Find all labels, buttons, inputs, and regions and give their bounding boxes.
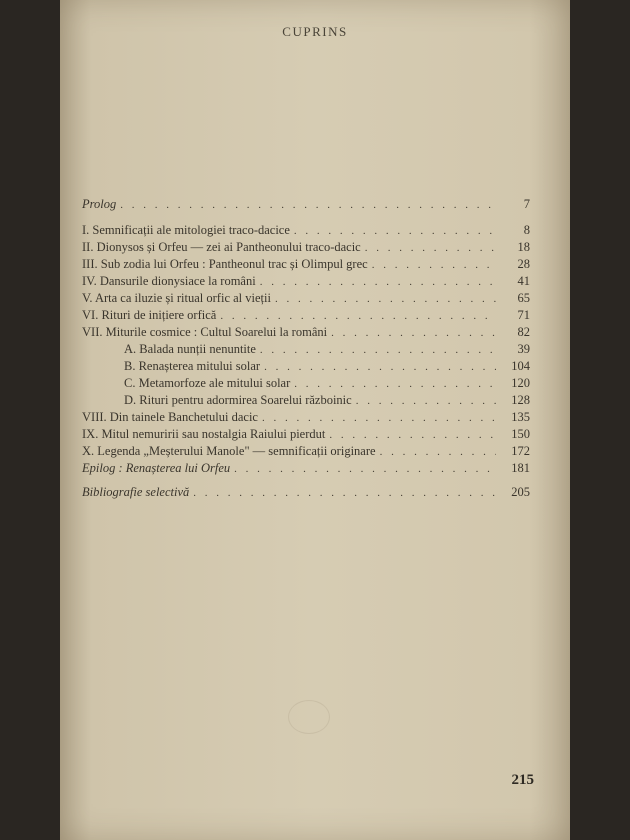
toc-entry-chapter-4 xyxy=(82,273,530,290)
leader-dots xyxy=(294,376,496,393)
toc-entry-page: 135 xyxy=(511,410,530,424)
leader-dots xyxy=(372,257,496,274)
toc-entry-page: 104 xyxy=(511,359,530,373)
leader-dots xyxy=(329,427,496,444)
toc-entry-page: 18 xyxy=(517,240,530,254)
page-heading: CUPRINS xyxy=(282,24,348,39)
toc-entry-label: V. Arta ca iluzie și ritual orfic al vieții xyxy=(82,291,271,305)
toc-entry-label: D. Rituri pentru adormirea Soarelui războinic xyxy=(124,393,352,407)
toc-entry-epilog xyxy=(82,460,530,477)
leader-dots xyxy=(356,393,496,410)
toc-entry-chapter-2 xyxy=(82,239,530,256)
toc-entry-page: 82 xyxy=(517,325,530,339)
toc-entry-page: 128 xyxy=(511,393,530,407)
toc-entry-page: 41 xyxy=(517,274,530,288)
toc-entry-label: A. Balada nunții nenuntite xyxy=(124,342,256,356)
toc-entry-page: 28 xyxy=(517,257,530,271)
toc-entry-page: 8 xyxy=(523,223,530,237)
table-of-contents xyxy=(82,196,530,501)
leader-dots xyxy=(380,444,496,461)
leader-dots xyxy=(294,223,496,240)
toc-entry-label: II. Dionysos și Orfeu — zei ai Pantheonului traco-dacic xyxy=(82,240,361,254)
toc-entry-section-a xyxy=(82,341,530,358)
toc-entry-chapter-5 xyxy=(82,290,530,307)
toc-entry-chapter-6 xyxy=(82,307,530,324)
toc-entry-label: VII. Miturile cosmice : Cultul Soarelui la români xyxy=(82,325,328,339)
toc-entry-label: VI. Rituri de inițiere orfică xyxy=(82,308,217,322)
toc-entry-label: B. Renașterea mitului solar xyxy=(124,359,261,373)
toc-entry-label: C. Metamorfoze ale mitului solar xyxy=(124,376,291,390)
toc-entry-page: 150 xyxy=(511,427,530,441)
leader-dots xyxy=(275,291,496,308)
leader-dots xyxy=(120,197,496,214)
leader-dots xyxy=(193,485,496,502)
toc-entry-page: 7 xyxy=(523,197,530,211)
book-page xyxy=(60,0,570,840)
toc-entry-page: 120 xyxy=(511,376,530,390)
toc-entry-chapter-10 xyxy=(82,443,530,460)
toc-entry-page: 172 xyxy=(511,444,530,458)
toc-entry-label: Bibliografie selectivă xyxy=(82,485,190,499)
toc-entry-section-b xyxy=(82,358,530,375)
toc-entry-chapter-7 xyxy=(82,324,530,341)
toc-entry-page: 71 xyxy=(517,308,530,322)
leader-dots xyxy=(262,410,496,427)
toc-entry-label: I. Semnificații ale mitologiei traco-dacice xyxy=(82,223,290,237)
toc-entry-label: X. Legenda „Meșterului Manole" — semnificații originare xyxy=(82,444,376,458)
toc-entry-page: 181 xyxy=(511,461,530,475)
toc-entry-chapter-3 xyxy=(82,256,530,273)
leader-dots xyxy=(234,461,496,478)
toc-entry-page: 39 xyxy=(517,342,530,356)
leader-dots xyxy=(220,308,496,325)
toc-entry-bibliography xyxy=(82,484,530,501)
toc-entry-label: IV. Dansurile dionysiace la români xyxy=(82,274,256,288)
toc-entry-label: Epilog : Renașterea lui Orfeu xyxy=(82,461,231,475)
leader-dots xyxy=(260,274,496,291)
toc-entry-label: III. Sub zodia lui Orfeu : Pantheonul trac și Olimpul grec xyxy=(82,257,368,271)
toc-entry-chapter-1 xyxy=(82,222,530,239)
leader-dots xyxy=(260,342,496,359)
leader-dots xyxy=(365,240,496,257)
toc-entry-label: IX. Mitul nemuririi sau nostalgia Raiului pierdut xyxy=(82,427,326,441)
toc-entry-chapter-9 xyxy=(82,426,530,443)
toc-entry-label: Prolog xyxy=(82,197,117,211)
toc-entry-page: 65 xyxy=(517,291,530,305)
toc-entry-section-c xyxy=(82,375,530,392)
toc-entry-section-d xyxy=(82,392,530,409)
toc-entry-label: VIII. Din tainele Banchetului dacic xyxy=(82,410,258,424)
toc-entry-page: 205 xyxy=(511,485,530,499)
leader-dots xyxy=(264,359,496,376)
leader-dots xyxy=(331,325,496,342)
toc-entry-prolog xyxy=(82,196,530,213)
page-number: 215 xyxy=(511,772,534,788)
printer-mark-ornament xyxy=(288,700,330,734)
toc-entry-chapter-8 xyxy=(82,409,530,426)
